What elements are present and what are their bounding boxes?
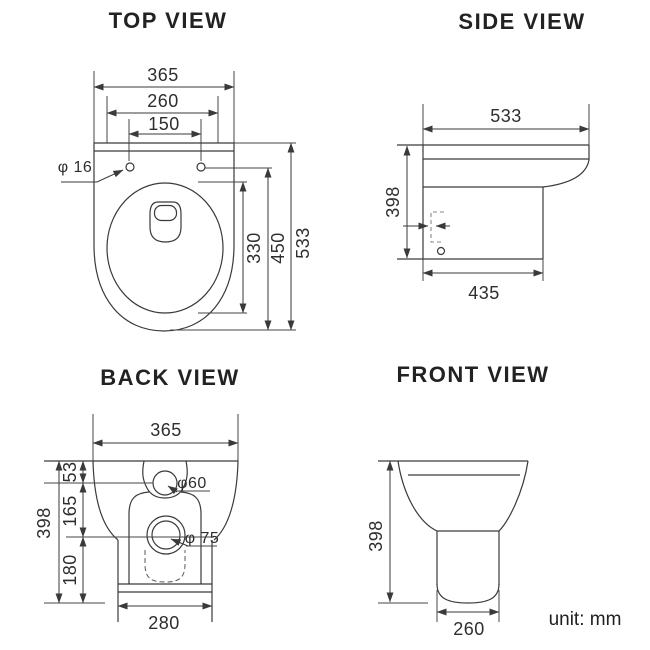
back-outlet-hole-outer <box>147 516 185 554</box>
side-bowl-curve <box>543 145 589 187</box>
dim-top-hole-spacing: 150 <box>148 114 180 134</box>
top-view-outline <box>94 143 234 331</box>
back-left-curve <box>93 461 118 540</box>
dim-back-inlet-diameter: φ60 <box>177 475 207 492</box>
back-view-title: BACK VIEW <box>100 365 240 390</box>
dim-top-tank-width: 260 <box>147 91 179 111</box>
dim-side-overall-depth: 533 <box>490 106 522 126</box>
dim-back-inlet-to-outlet: 165 <box>60 495 80 527</box>
dim-front-base-width: 260 <box>453 619 485 639</box>
side-fixing-bracket <box>431 212 444 242</box>
dim-side-base-depth: 435 <box>468 283 500 303</box>
top-view-flush-well <box>150 202 181 242</box>
dim-back-base-width: 280 <box>148 613 180 633</box>
unit-note: unit: mm <box>548 609 622 630</box>
dim-side-height: 398 <box>383 186 403 218</box>
top-view-hinge-hole-right <box>197 163 205 171</box>
back-inlet-hole <box>153 471 177 495</box>
front-view-title: FRONT VIEW <box>396 362 550 387</box>
side-view <box>383 9 589 303</box>
front-base-curve <box>437 584 499 603</box>
back-trapway-hidden-line <box>145 550 185 582</box>
back-right-curve <box>214 461 238 540</box>
dim-front-height: 398 <box>366 520 386 552</box>
side-fixing-hole <box>438 248 445 255</box>
front-view <box>366 362 550 639</box>
dim-top-overall-length: 533 <box>293 227 313 259</box>
front-left-curve <box>398 461 437 531</box>
dim-top-bowl-length: 330 <box>244 232 264 264</box>
back-outlet-hole-inner <box>152 521 180 549</box>
dim-top-overall-width: 365 <box>147 65 179 85</box>
dim-back-outlet-diameter: φ 75 <box>184 530 220 547</box>
top-view-title: TOP VIEW <box>108 8 228 33</box>
dim-top-hole-diameter: φ 16 <box>57 159 93 176</box>
top-view-flush-well-inner <box>155 206 177 221</box>
top-view-hinge-hole-left <box>126 163 134 171</box>
dim-back-top-to-inlet: 53 <box>60 461 80 483</box>
dim-back-outlet-to-floor: 180 <box>60 554 80 586</box>
dim-top-front-to-holes: 450 <box>268 232 288 264</box>
front-right-curve <box>499 461 528 531</box>
side-view-title: SIDE VIEW <box>458 9 586 34</box>
top-view <box>58 8 313 331</box>
dim-back-height: 398 <box>34 507 54 539</box>
dim-back-overall-width: 365 <box>150 420 182 440</box>
back-view <box>34 365 240 633</box>
